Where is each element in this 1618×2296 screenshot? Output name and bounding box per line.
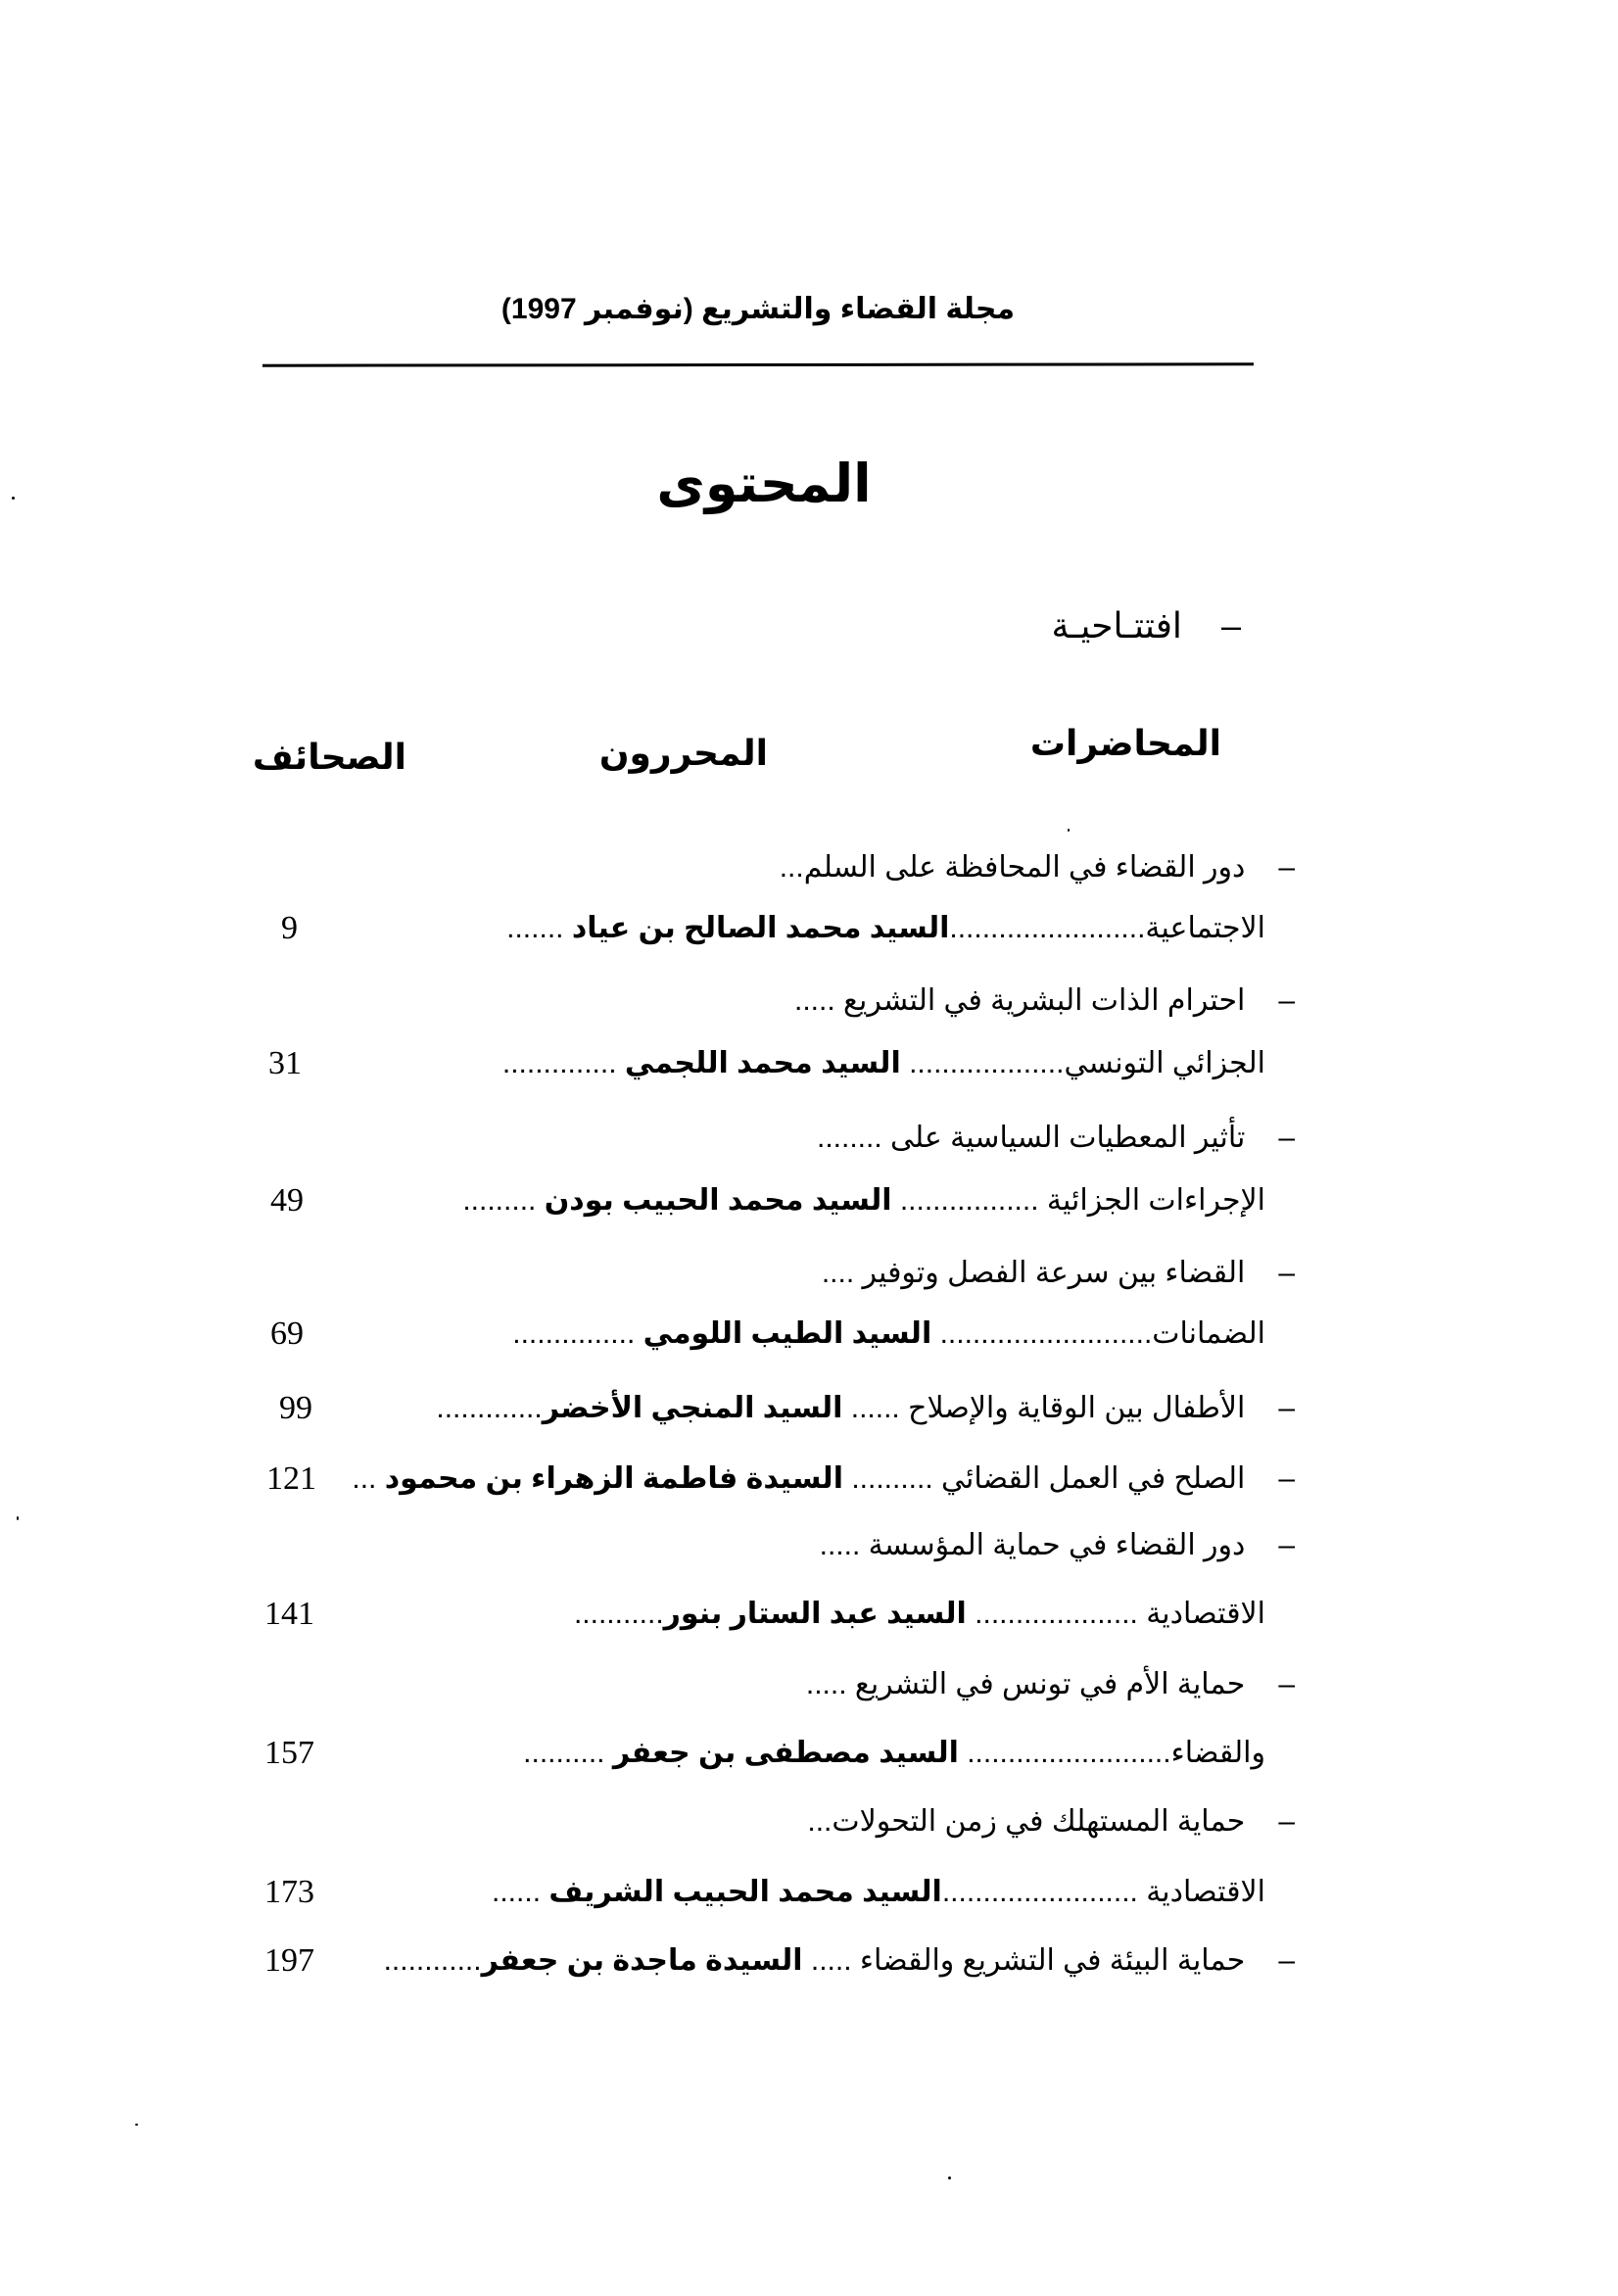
dot-leader: ........................ — [941, 1876, 1147, 1908]
page-number: 121 — [266, 1460, 316, 1497]
dot-leader: .......... — [523, 1737, 613, 1769]
dot-leader: ................... — [900, 1047, 1065, 1079]
page-number: 49 — [270, 1182, 304, 1219]
entry-title-continuation: الاجتماعية — [1145, 912, 1265, 944]
dot-leader: .............. — [501, 1047, 625, 1079]
dot-leader: ......... — [462, 1184, 545, 1217]
entry-title: حماية الأم في تونس في التشريع ..... — [805, 1668, 1246, 1700]
toc-entry — [436, 1387, 1295, 1430]
dot-leader: ...... — [492, 1876, 549, 1908]
toc-entry — [817, 1117, 1295, 1160]
toc-entry — [807, 1800, 1295, 1843]
entry-title: تأثير المعطيات السياسية على ........ — [816, 1122, 1246, 1154]
entry-title: الصلح في العمل القضائي .......... — [842, 1462, 1246, 1495]
bullet-dash: – — [1220, 605, 1241, 646]
page-number: 9 — [281, 910, 298, 946]
dot-leader: ............... — [512, 1317, 643, 1350]
dot-leader: .......................... — [931, 1317, 1153, 1350]
entry-title-continuation: الاقتصادية — [1146, 1598, 1265, 1630]
dot-leader: ........... — [573, 1598, 664, 1630]
opening-entry — [1052, 605, 1242, 646]
page-number: 69 — [270, 1315, 304, 1352]
entry-title: احترام الذات البشرية في التشريع ..... — [794, 984, 1246, 1017]
toc-entry — [806, 1663, 1295, 1706]
dot-leader: ............. — [436, 1392, 543, 1424]
toc-entry-continuation — [492, 1871, 1265, 1914]
dot-leader: ....... — [506, 912, 572, 944]
page-number: 173 — [264, 1874, 314, 1910]
page-number: 141 — [264, 1596, 314, 1632]
entry-title-continuation: الضمانات — [1152, 1317, 1265, 1350]
bullet-dash: – — [1278, 1392, 1295, 1424]
toc-entry — [822, 1252, 1295, 1295]
header-divider — [262, 362, 1254, 366]
contents-title: المحتوى — [656, 454, 872, 513]
entry-title-continuation: الإجراءات الجزائية — [1046, 1184, 1265, 1217]
entry-title: الأطفال بين الوقاية والإصلاح ...... — [842, 1392, 1246, 1424]
scan-speck — [135, 2124, 138, 2126]
entry-author: السيد محمد الحبيب الشريف — [548, 1876, 942, 1908]
bullet-dash: – — [1278, 1668, 1295, 1700]
dot-leader: ........................ — [949, 912, 1146, 944]
toc-entry-continuation — [462, 1179, 1265, 1222]
toc-entry — [780, 846, 1295, 889]
dot-leader: ................. — [891, 1184, 1047, 1217]
toc-entry-continuation — [574, 1593, 1265, 1636]
bullet-dash: – — [1278, 1529, 1295, 1561]
toc-entry — [384, 1939, 1295, 1983]
entry-author: السيد المنجي الأخضر — [542, 1392, 843, 1424]
toc-entry-continuation — [502, 1042, 1265, 1085]
scan-speck — [17, 1516, 19, 1520]
scan-speck — [12, 497, 15, 500]
entry-title-continuation: والقضاء — [1170, 1737, 1265, 1769]
entry-title: حماية البيئة في التشريع والقضاء ..... — [802, 1944, 1246, 1977]
toc-entry-continuation — [506, 907, 1265, 950]
toc-entry-continuation — [512, 1313, 1265, 1356]
opening-label: افتتـاحيـة — [1051, 605, 1182, 646]
toc-entry-continuation — [523, 1732, 1265, 1775]
page-number: 31 — [268, 1045, 302, 1081]
toc-entry — [820, 1524, 1295, 1567]
entry-author: السيد محمد الصالح بن عياد — [571, 912, 950, 944]
entry-title: دور القضاء في حماية المؤسسة ..... — [819, 1529, 1246, 1561]
page-number: 157 — [264, 1735, 314, 1771]
dot-leader: ......................... — [958, 1737, 1171, 1769]
entry-author: السيدة فاطمة الزهراء بن محمود — [384, 1462, 843, 1495]
toc-entry — [352, 1458, 1295, 1501]
dot-leader: .................... — [966, 1598, 1147, 1630]
bullet-dash: – — [1278, 1257, 1295, 1289]
dot-leader: ............ — [383, 1944, 482, 1977]
bullet-dash: – — [1278, 851, 1295, 884]
entry-title-continuation: الجزائي التونسي — [1064, 1047, 1265, 1079]
entry-author: السيد عبد الستار بنور — [663, 1598, 967, 1630]
bullet-dash: – — [1278, 1805, 1295, 1838]
bullet-dash: – — [1278, 984, 1295, 1017]
page-number: 197 — [264, 1942, 314, 1979]
toc-entry — [794, 980, 1295, 1023]
page-number: 99 — [279, 1390, 312, 1426]
entry-author: السيد الطيب اللومي — [642, 1317, 932, 1350]
entry-author: السيدة ماجدة بن جعفر — [481, 1944, 803, 1977]
column-header-lectures: المحاضرات — [1029, 723, 1221, 763]
entry-title-continuation: الاقتصادية — [1146, 1876, 1265, 1908]
bullet-dash: – — [1278, 1122, 1295, 1154]
entry-title: القضاء بين سرعة الفصل وتوفير .... — [821, 1257, 1246, 1289]
bullet-dash: – — [1278, 1462, 1295, 1495]
column-header-pages: الصحائف — [252, 737, 406, 777]
scan-speck — [1068, 829, 1070, 832]
entry-title: حماية المستهلك في زمن التحولات... — [807, 1805, 1246, 1838]
journal-running-header: مجلة القضاء والتشريع (نوفمبر 1997) — [500, 293, 1016, 325]
scan-speck — [948, 2176, 951, 2179]
column-header-editors: المحررون — [598, 733, 768, 773]
dot-leader: ... — [352, 1462, 385, 1495]
entry-author: السيد محمد اللجمي — [624, 1047, 901, 1079]
bullet-dash: – — [1278, 1944, 1295, 1977]
entry-author: السيد محمد الحبيب بودن — [544, 1184, 892, 1217]
entry-author: السيد مصطفى بن جعفر — [612, 1737, 959, 1769]
entry-title: دور القضاء في المحافظة على السلم... — [779, 851, 1246, 884]
